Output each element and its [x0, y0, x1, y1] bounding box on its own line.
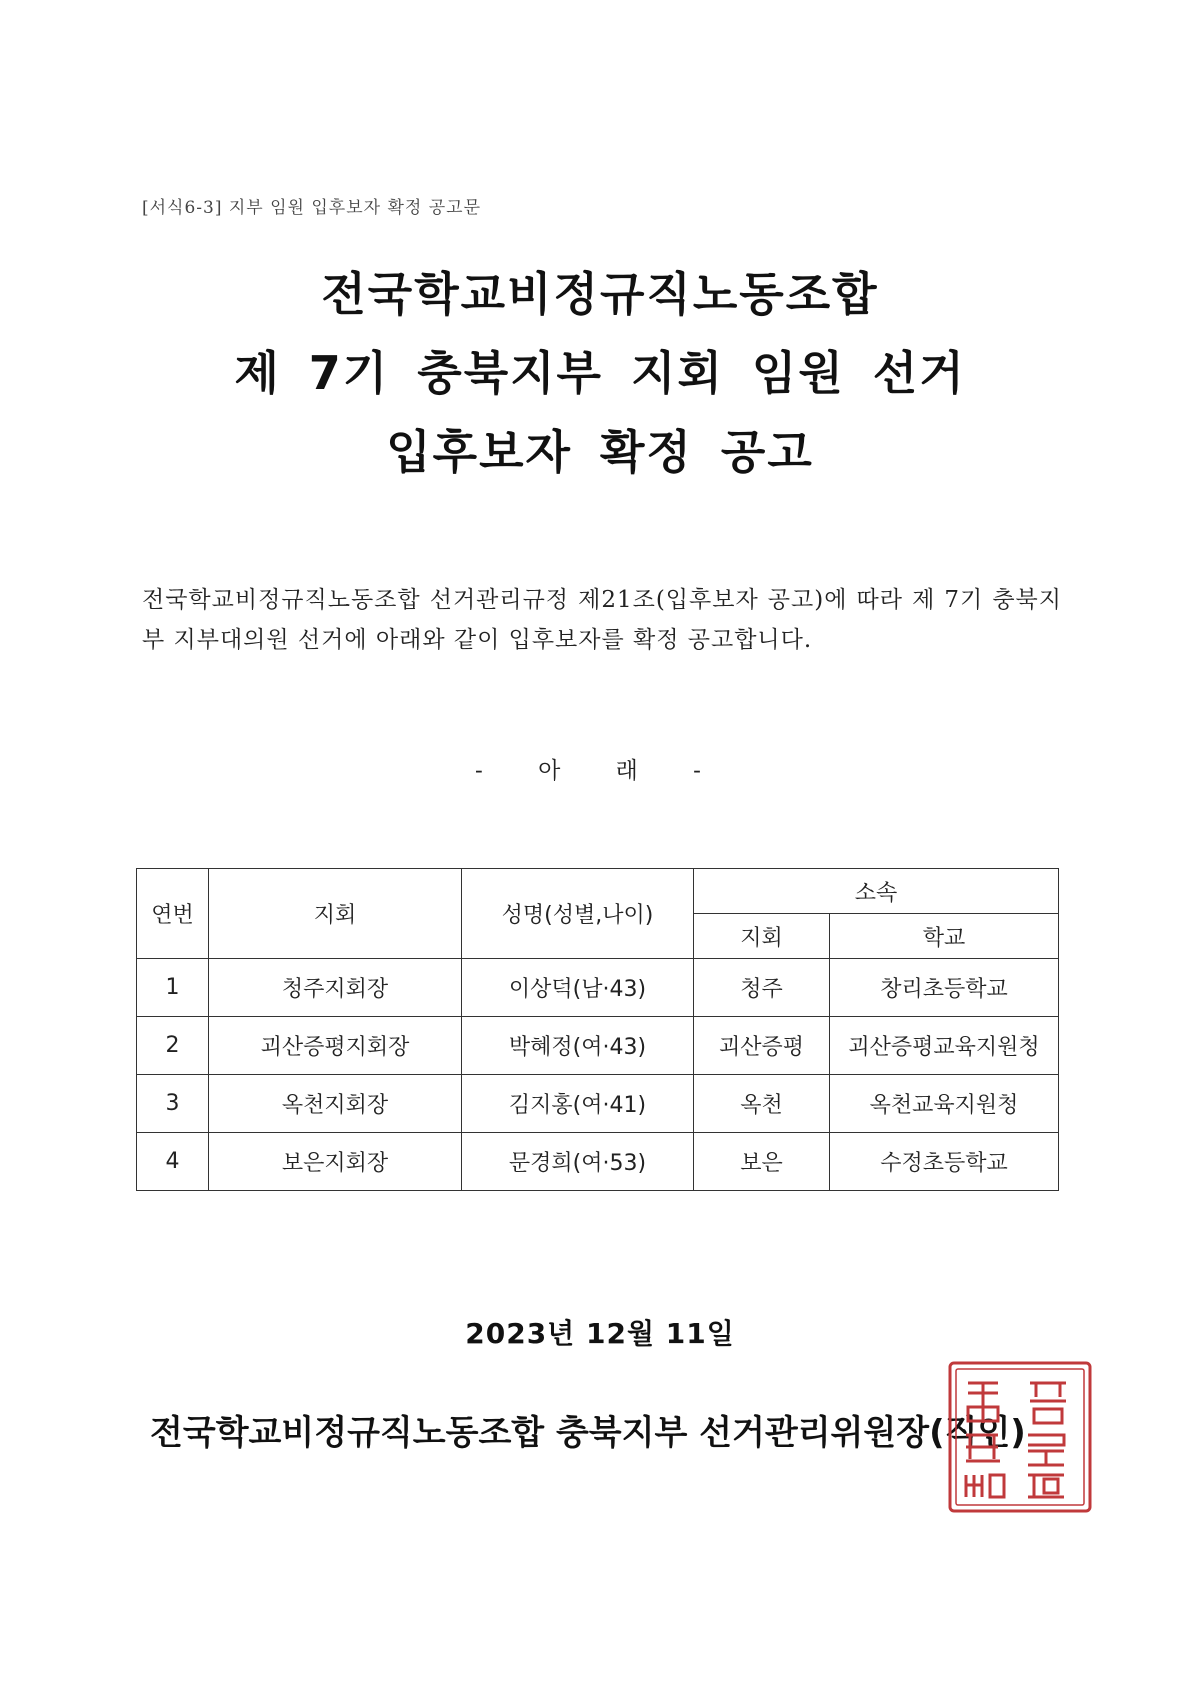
announcement-body: 전국학교비정규직노동조합 선거관리규정 제21조(입후보자 공고)에 따라 제 7기 충북지부 지부대의원 선거에 아래와 같이 입후보자를 확정 공고합니다. — [142, 587, 1062, 653]
header-affiliation-branch: 지회 — [694, 914, 830, 959]
cell-branch: 청주지회장 — [209, 959, 462, 1017]
title-line-2: 제 7기 충북지부 지회 임원 선거 — [234, 346, 966, 400]
form-label: [서식6-3] 지부 임원 입후보자 확정 공고문 — [142, 198, 481, 218]
header-name: 성명(성별,나이) — [462, 869, 694, 959]
official-seal-icon — [944, 1357, 1096, 1517]
header-affiliation: 소속 — [694, 869, 1059, 914]
cell-name: 박혜정(여·43) — [462, 1017, 694, 1075]
cell-branch: 보은지회장 — [209, 1133, 462, 1191]
cell-school: 괴산증평교육지원청 — [830, 1017, 1059, 1075]
below-marker: - 아 래 - — [475, 758, 725, 784]
cell-affiliation-branch: 괴산증평 — [694, 1017, 830, 1075]
announcement-date: 2023년 12월 11일 — [465, 1317, 735, 1350]
table-row — [137, 1017, 1059, 1075]
cell-number: 4 — [137, 1133, 209, 1191]
cell-branch: 옥천지회장 — [209, 1075, 462, 1133]
header-number: 연번 — [137, 869, 209, 959]
table-row — [137, 1133, 1059, 1191]
cell-number: 2 — [137, 1017, 209, 1075]
cell-name: 이상덕(남·43) — [462, 959, 694, 1017]
header-affiliation-school: 학교 — [830, 914, 1059, 959]
signature-line: 전국학교비정규직노동조합 충북지부 선거관리위원장(직인) — [150, 1413, 1026, 1453]
cell-school: 옥천교육지원청 — [830, 1075, 1059, 1133]
title-line-3: 입후보자 확정 공고 — [386, 425, 814, 479]
cell-affiliation-branch: 청주 — [694, 959, 830, 1017]
cell-affiliation-branch: 옥천 — [694, 1075, 830, 1133]
table-row — [137, 1075, 1059, 1133]
cell-school: 수정초등학교 — [830, 1133, 1059, 1191]
cell-number: 1 — [137, 959, 209, 1017]
cell-affiliation-branch: 보은 — [694, 1133, 830, 1191]
table-row — [137, 959, 1059, 1017]
cell-branch: 괴산증평지회장 — [209, 1017, 462, 1075]
cell-name: 김지홍(여·41) — [462, 1075, 694, 1133]
cell-name: 문경희(여·53) — [462, 1133, 694, 1191]
header-branch: 지회 — [209, 869, 462, 959]
title-line-1: 전국학교비정규직노동조합 — [321, 267, 879, 321]
cell-school: 창리초등학교 — [830, 959, 1059, 1017]
candidate-table — [136, 868, 1059, 1191]
cell-number: 3 — [137, 1075, 209, 1133]
